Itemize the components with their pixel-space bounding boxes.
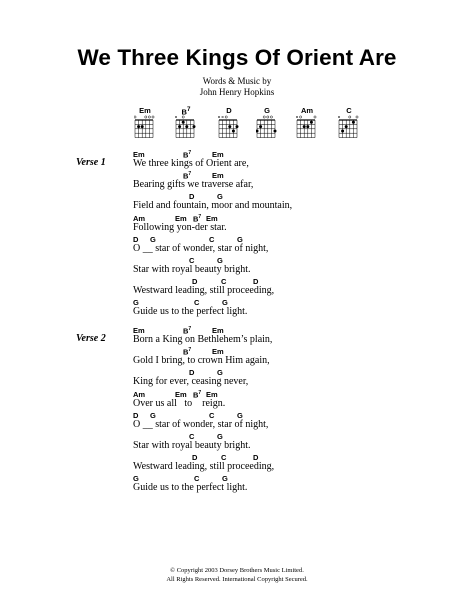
muted-string-marker <box>175 116 177 118</box>
lyric-line <box>133 256 433 278</box>
chord-symbol: D <box>133 234 139 244</box>
verse-label: Verse 1 <box>76 157 106 168</box>
rights-line: All Rights Reserved. International Copyright Secured. <box>166 576 308 583</box>
chord-symbol: Em <box>212 326 224 335</box>
chord-diagram-name: G <box>264 106 270 115</box>
chord-symbol: $B^7$ <box>183 150 192 160</box>
lyric-line <box>133 214 433 236</box>
lyric-text: We three kings of Orient are, <box>133 158 249 169</box>
open-string-marker <box>314 116 316 118</box>
finger-dot <box>193 125 196 128</box>
finger-dot <box>352 121 355 124</box>
lyric-text: Born a King on Bethlehem’s plain, <box>133 334 273 345</box>
chord-symbol: G <box>217 432 223 441</box>
lyric-line <box>133 347 433 369</box>
chord-diagram-name: C <box>346 106 352 115</box>
lyric-text: King for ever, ceasing never, <box>133 376 249 388</box>
chord-symbol: G <box>133 298 139 308</box>
lyric-line <box>133 368 433 390</box>
chord-symbol: D <box>133 410 139 420</box>
chord-symbol: Am <box>133 213 146 223</box>
open-string-marker <box>267 116 269 118</box>
chord-symbol: G <box>217 256 223 265</box>
nut <box>176 119 194 120</box>
finger-dot <box>141 125 144 128</box>
chord-symbol: Em <box>212 347 224 357</box>
lyric-text: Over us all to reign. <box>133 397 226 409</box>
finger-dot <box>236 125 239 128</box>
chord-diagram-row <box>0 106 474 140</box>
lyric-text: Star with royal beauty bright. <box>133 440 251 451</box>
chord-symbol: D <box>192 277 198 287</box>
chord-symbol: Em <box>212 171 224 181</box>
lyric-line <box>133 432 433 454</box>
chord-symbol: $B^7$ <box>183 347 192 357</box>
chord-diagram-name: $B^7$ <box>181 106 191 117</box>
muted-string-marker <box>338 116 340 118</box>
finger-dot <box>303 125 306 128</box>
lyric-text: Guide us to the perfect light. <box>133 482 248 494</box>
fretboard-grid <box>338 115 360 139</box>
lyric-line <box>133 235 433 257</box>
muted-string-marker <box>222 116 224 118</box>
nut <box>135 119 153 120</box>
chord-diagram <box>172 106 200 140</box>
chord-symbol: C <box>221 453 227 463</box>
chord-symbol: G <box>217 368 223 378</box>
lyric-line <box>133 150 433 172</box>
finger-dot <box>256 130 259 133</box>
lyric-text: Westward leading, still proceeding, <box>133 285 275 297</box>
nut <box>257 119 275 120</box>
fretboard-grid <box>296 115 318 139</box>
lyric-text: Bearing gifts we traverse afar, <box>133 179 254 191</box>
finger-dot <box>259 125 262 128</box>
open-string-marker <box>349 116 351 118</box>
nut <box>297 119 315 120</box>
fretboard-grid <box>134 115 156 139</box>
chord-diagram <box>253 106 281 140</box>
chord-symbol: G <box>150 234 156 244</box>
open-string-marker <box>300 116 302 118</box>
finger-dot <box>182 121 185 124</box>
chord-symbol: D <box>189 192 195 202</box>
song-title: We Three Kings Of Orient Are <box>77 45 397 70</box>
open-string-marker <box>356 116 358 118</box>
chord-symbol: Em <box>175 389 187 399</box>
chord-symbol: $B^7$ <box>193 389 202 400</box>
lyric-line <box>133 474 433 496</box>
fretboard-grid <box>218 115 240 139</box>
chord-diagram-name: Am <box>300 106 314 115</box>
finger-dot <box>178 125 181 128</box>
chord-symbol: G <box>237 234 243 244</box>
chord-symbol: D <box>253 453 259 463</box>
open-string-marker <box>148 116 150 118</box>
chord-symbol: C <box>194 474 200 484</box>
chord-symbol: Em <box>206 389 218 399</box>
finger-dot <box>341 130 344 133</box>
chord-symbol: C <box>209 234 215 244</box>
finger-dot <box>310 121 313 124</box>
lyric-text: Following yon-der star. <box>133 221 227 233</box>
open-string-marker <box>270 116 272 118</box>
chord-symbol: Am <box>133 389 146 399</box>
finger-dot <box>306 125 309 128</box>
open-string-marker <box>152 116 154 118</box>
chord-symbol: Em <box>133 326 145 335</box>
chord-symbol: G <box>150 410 156 420</box>
chord-diagram-name: D <box>226 106 232 115</box>
finger-dot <box>345 125 348 128</box>
finger-dot <box>185 125 188 128</box>
chord-symbol: G <box>133 474 139 484</box>
chord-symbol: $B^7$ <box>183 326 192 336</box>
chord-symbol: G <box>222 298 228 308</box>
open-string-marker <box>263 116 265 118</box>
fretboard-grid <box>175 115 197 139</box>
fretboard-grid <box>256 115 278 139</box>
muted-string-marker <box>296 116 298 118</box>
finger-dot <box>137 125 140 128</box>
chord-diagram-name: Em <box>139 106 151 115</box>
open-string-marker <box>225 116 227 118</box>
lyric-line <box>133 411 433 433</box>
chord-symbol: G <box>222 474 228 484</box>
chord-diagram <box>335 106 363 140</box>
lyric-text: Gold I bring, to crown Him again, <box>133 355 270 367</box>
finger-dot <box>232 130 235 133</box>
lyric-line <box>133 277 433 299</box>
chord-symbol: D <box>189 368 195 378</box>
chord-symbol: C <box>189 432 195 441</box>
copyright-line: © Copyright 2003 Dorsey Brothers Music Limited. <box>170 567 304 574</box>
lyric-text: O __ star of wonder, star of night, <box>133 418 269 430</box>
lyric-text: Guide us to the perfect light. <box>133 306 248 318</box>
composer-name: John Henry Hopkins <box>199 87 275 97</box>
lyric-text: Westward leading, still proceeding, <box>133 461 275 473</box>
finger-dot <box>228 125 231 128</box>
lyric-line <box>133 326 433 348</box>
chord-symbol: C <box>209 410 215 420</box>
chord-symbol: D <box>192 453 198 463</box>
chord-symbol: C <box>189 256 195 265</box>
chord-symbol: C <box>194 298 200 308</box>
chord-symbol: C <box>221 277 227 287</box>
open-string-marker <box>134 116 136 118</box>
lyric-text: Star with royal beauty bright. <box>133 264 251 275</box>
open-string-marker <box>182 116 184 118</box>
chord-symbol: Em <box>133 150 145 159</box>
verse-label: Verse 2 <box>76 333 106 344</box>
chord-symbol: Em <box>175 213 187 223</box>
chord-symbol: D <box>253 277 259 287</box>
nut <box>339 119 357 120</box>
chord-diagram <box>131 106 159 140</box>
chord-symbol: G <box>217 192 223 202</box>
chord-symbol: $B^7$ <box>183 171 192 181</box>
chord-symbol: Em <box>206 213 218 223</box>
nut <box>219 119 237 120</box>
lyric-text: O __ star of wonder, star of night, <box>133 242 269 254</box>
chord-symbol: G <box>237 410 243 420</box>
muted-string-marker <box>218 116 220 118</box>
chord-symbol: Em <box>212 150 224 159</box>
lyric-line <box>133 390 433 412</box>
lyric-line <box>133 192 433 214</box>
chord-diagram <box>293 106 321 140</box>
lyric-line <box>133 171 433 193</box>
finger-dot <box>274 130 277 133</box>
chord-diagram <box>215 106 243 140</box>
lyric-line <box>133 453 433 475</box>
chord-symbol: $B^7$ <box>193 213 202 224</box>
lyric-line <box>133 298 433 320</box>
open-string-marker <box>145 116 147 118</box>
lyric-text: Field and fountain, moor and mountain, <box>133 200 293 212</box>
credit-line: Words & Music by <box>202 76 272 86</box>
